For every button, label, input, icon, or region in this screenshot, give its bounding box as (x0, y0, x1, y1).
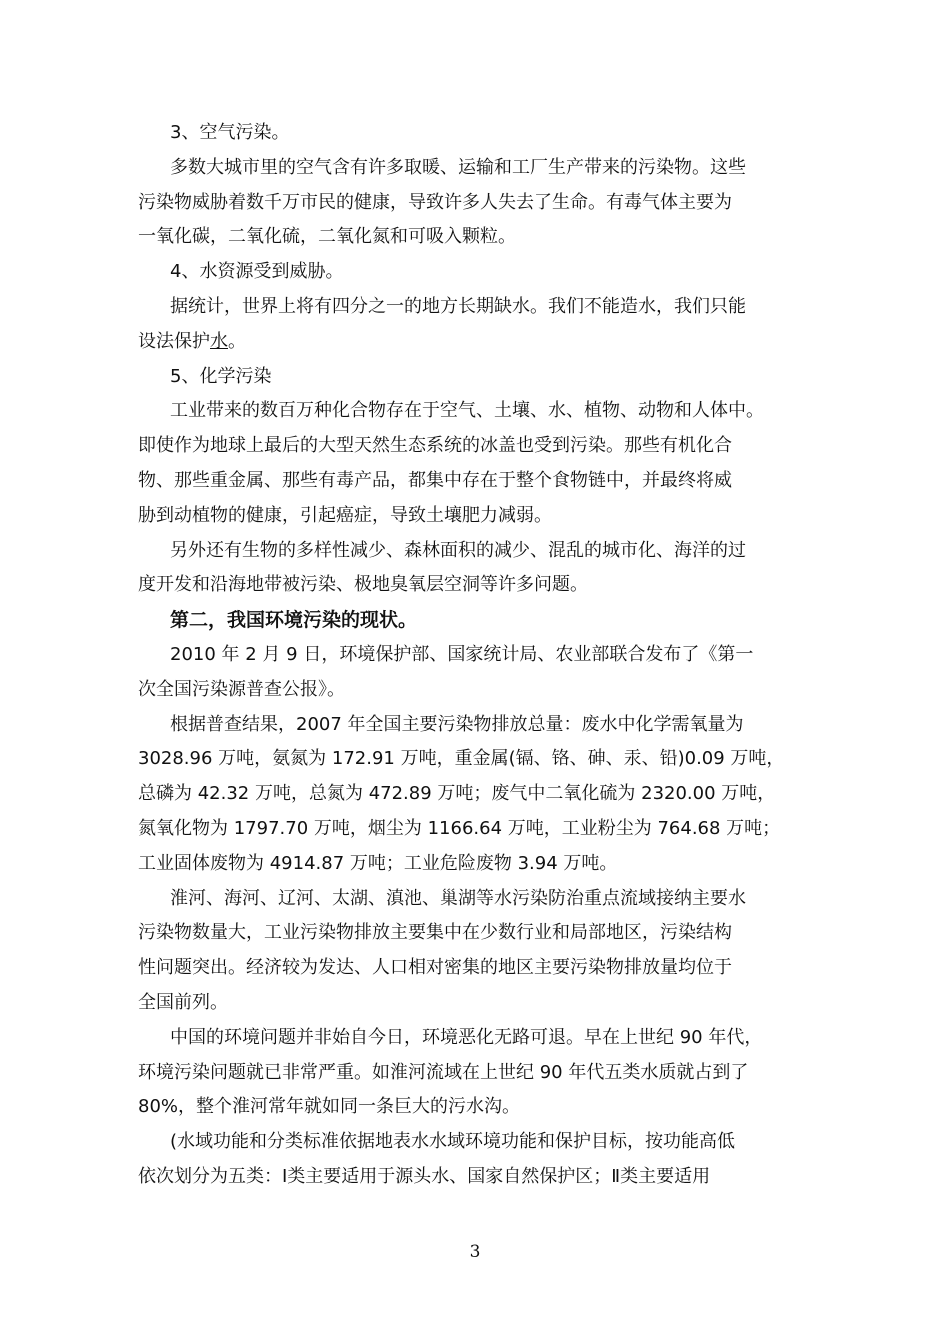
paragraph-line: (水域功能和分类标准依据地表水水域环境功能和保护目标，按功能高低 (170, 1131, 736, 1153)
paragraph-line: 环境污染问题就已非常严重。如淮河流域在上世纪 90 年代五类水质就占到了 (138, 1061, 749, 1083)
paragraph-line: 多数大城市里的空气含有许多取暖、运输和工厂生产带来的污染物。这些 (170, 156, 746, 178)
section-5-heading: 5、化学污染 (170, 365, 272, 387)
text-run: 。 (228, 330, 246, 352)
paragraph-line: 一氧化碳，二氧化硫，二氧化氮和可吸入颗粒。 (138, 226, 516, 248)
part-2-heading: 第二，我国环境污染的现状。 (170, 609, 418, 632)
paragraph-line: 工业固体废物为 4914.87 万吨；工业危险废物 3.94 万吨。 (138, 852, 618, 874)
paragraph-line: 氮氧化物为 1797.70 万吨，烟尘为 1166.64 万吨，工业粉尘为 764.68 万吨； (138, 817, 781, 839)
paragraph-line: 中国的环境问题并非始自今日，环境恶化无路可退。早在上世纪 90 年代， (170, 1026, 763, 1048)
paragraph-line: 3028.96 万吨，氨氮为 172.91 万吨，重金属(镉、铬、砷、汞、铅)0.09 万吨， (138, 748, 785, 770)
paragraph-line: 工业带来的数百万种化合物存在于空气、土壤、水、植物、动物和人体中。 (170, 400, 764, 422)
document-page (138, 116, 816, 1195)
paragraph-line: 次全国污染源普查公报》。 (138, 678, 345, 700)
paragraph-line: 根据普查结果，2007 年全国主要污染物排放总量：废水中化学需氧量为 (170, 713, 744, 735)
paragraph-line: 另外还有生物的多样性减少、森林面积的减少、混乱的城市化、海洋的过 (170, 539, 746, 561)
page-number: 3 (469, 1242, 481, 1262)
paragraph-line: 淮河、海河、辽河、太湖、滇池、巢湖等水污染防治重点流域接纳主要水 (170, 887, 746, 909)
underlined-word: 水 (210, 330, 228, 352)
paragraph-line: 2010 年 2 月 9 日，环境保护部、国家统计局、农业部联合发布了《第一 (170, 643, 754, 665)
paragraph-line: 80%，整个淮河常年就如同一条巨大的污水沟。 (138, 1096, 521, 1118)
paragraph-line: 污染物威胁着数千万市民的健康，导致许多人失去了生命。有毒气体主要为 (138, 191, 732, 213)
paragraph-line: 污染物数量大，工业污染物排放主要集中在少数行业和局部地区，污染结构 (138, 922, 732, 944)
paragraph-line: 胁到动植物的健康，引起癌症，导致土壤肥力减弱。 (138, 504, 552, 526)
paragraph-line: 据统计，世界上将有四分之一的地方长期缺水。我们不能造水，我们只能 (170, 295, 746, 317)
paragraph-line: 即使作为地球上最后的大型天然生态系统的冰盖也受到污染。那些有机化合 (138, 435, 732, 457)
paragraph-line: 性问题突出。经济较为发达、人口相对密集的地区主要污染物排放量均位于 (138, 957, 732, 979)
paragraph-line: 全国前列。 (138, 991, 228, 1013)
paragraph-line: 总磷为 42.32 万吨，总氮为 472.89 万吨；废气中二氧化硫为 2320.00 万吨， (138, 783, 776, 805)
paragraph-line: 物、那些重金属、那些有毒产品，都集中存在于整个食物链中，并最终将威 (138, 469, 732, 491)
paragraph-line: 依次划分为五类：Ⅰ类主要适用于源头水、国家自然保护区；Ⅱ类主要适用 (138, 1165, 711, 1187)
text-run: 设法保护 (138, 330, 210, 352)
section-3-heading: 3、空气污染。 (170, 122, 290, 143)
paragraph-line (138, 325, 816, 360)
section-4-heading: 4、水资源受到威胁。 (170, 261, 344, 283)
paragraph-line: 度开发和沿海地带被污染、极地臭氧层空洞等许多问题。 (138, 574, 588, 596)
